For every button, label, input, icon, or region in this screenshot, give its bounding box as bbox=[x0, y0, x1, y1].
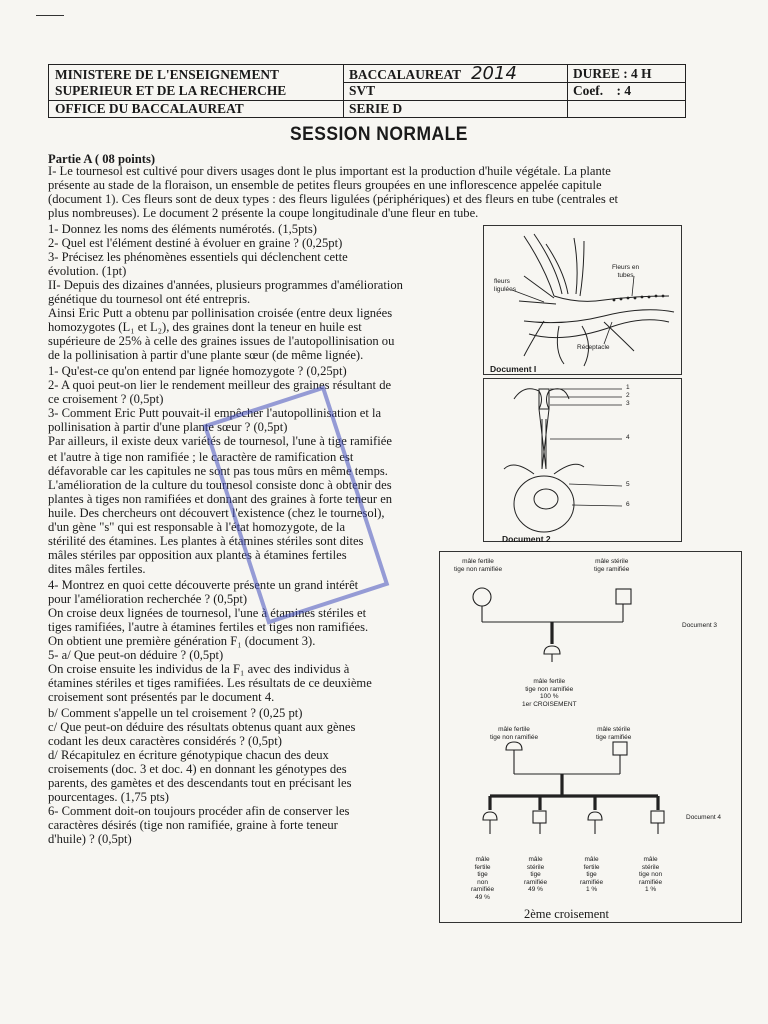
doc3-f1-result: mâle fertile tige non ramifiée 100 % 1er CROISEMENT bbox=[522, 678, 577, 708]
header-table bbox=[48, 64, 686, 118]
body-line: croisement sont présentés par le document 4. bbox=[48, 690, 275, 704]
doc2-number-label: 4 bbox=[626, 434, 630, 441]
document-3-4-figure bbox=[439, 551, 742, 923]
document-3-label: Document 3 bbox=[682, 622, 718, 629]
body-line: 1- Donnez les noms des éléments numérotés. (1,5pts) bbox=[48, 222, 317, 236]
offspring-3: mâle fertile tige ramifiée 1 % bbox=[580, 856, 604, 893]
body-line: On croise deux lignées de tournesol, l'une à étamines stériles et bbox=[48, 606, 367, 620]
label-fleurs-ligulees: fleurs ligulées bbox=[494, 278, 517, 293]
document-4-label: Document 4 bbox=[686, 814, 722, 821]
body-line: Par ailleurs, il existe deux variétés de tournesol, l'une à tige ramifiée bbox=[48, 434, 392, 448]
body-line: croisements (doc. 3 et doc. 4) en donnant les génotypes des bbox=[48, 762, 347, 776]
body-line: génétique du tournesol ont été entrepris. bbox=[48, 292, 251, 306]
doc2-number-label: 1 bbox=[626, 384, 630, 391]
doc2-number-label: 5 bbox=[626, 481, 630, 488]
body-line: d'huile) ? (0,5pt) bbox=[48, 832, 132, 846]
body-line: pourcentages. (1,75 pts) bbox=[48, 790, 170, 804]
body-line: d'un gène "s" qui est responsable à l'état homozygote, de la bbox=[48, 520, 346, 534]
tube-flower-section-drawing bbox=[484, 379, 681, 541]
document-1-caption: Document I bbox=[490, 364, 537, 374]
doc4-parent-f1: mâle fertile tige non ramifiée bbox=[490, 726, 539, 741]
body-line: 4- Montrez en quoi cette découverte présente un grand intérêt bbox=[48, 578, 359, 592]
subject: SVT bbox=[349, 83, 376, 98]
body-line: 6- Comment doit-on toujours procéder afin de conserver les bbox=[48, 804, 350, 818]
session-title: SESSION NORMALE bbox=[290, 124, 468, 145]
body-line: parents, des gamètes et des descendants tout en précisant les bbox=[48, 776, 352, 790]
offspring-2: mâle stérile tige ramifiée 49 % bbox=[524, 856, 548, 893]
body-line: L'amélioration de la culture du tournesol consiste donc à obtenir des bbox=[48, 478, 392, 492]
body-line: 1- Qu'est-ce qu'on entend par lignée homozygote ? (0,25pt) bbox=[48, 364, 347, 378]
doc2-number-label: 2 bbox=[626, 392, 630, 399]
body-line: 3- Comment Eric Putt pouvait-il empêcher l'autopollinisation et la bbox=[48, 406, 382, 420]
body-line: pour l'amélioration recherchée ? (0,5pt) bbox=[48, 592, 248, 606]
body-line: I- Le tournesol est cultivé pour divers usages dont le plus important est la production d'huile végétale. La plante bbox=[48, 164, 611, 178]
body-line: On obtient une première génération F₁ (document 3). bbox=[48, 634, 316, 648]
sunflower-capitule-drawing bbox=[484, 226, 681, 374]
body-line: défavorable car les capitules ne sont pas tous mûrs en même temps. bbox=[48, 464, 388, 478]
offspring-1: mâle fertile tige non ramifiée 49 % bbox=[471, 856, 495, 901]
doc2-number-label: 3 bbox=[626, 400, 630, 407]
body-line: ce croisement ? (0,5pt) bbox=[48, 392, 164, 406]
label-fleurs-tubes: Fleurs en tubes bbox=[612, 264, 640, 279]
body-line: 3- Précisez les phénomènes essentiels qui déclenchent cette bbox=[48, 250, 348, 264]
body-line: pollinisation à partir d'une plante sœur ? (0,5pt) bbox=[48, 420, 288, 434]
body-line: codant les deux caractères considérés ? (0,5pt) bbox=[48, 734, 282, 748]
document-2-figure bbox=[483, 378, 682, 542]
body-line: II- Depuis des dizaines d'années, plusieurs programmes d'amélioration bbox=[48, 278, 403, 292]
body-line: évolution. (1pt) bbox=[48, 264, 127, 278]
body-line: étamines stériles et tiges ramifiées. Les résultats de ce deuxième bbox=[48, 676, 372, 690]
scan-mark bbox=[36, 15, 64, 16]
body-line: Ainsi Eric Putt a obtenu par pollinisation croisée (entre deux lignées bbox=[48, 306, 393, 320]
second-cross-caption: 2ème croisement bbox=[524, 907, 610, 921]
body-line: (document 1). Ces fleurs sont de deux types : des fleurs ligulées (périphériques) et des fleurs en tube (centrales et bbox=[48, 192, 619, 206]
body-line: plus nombreuses). Le document 2 présente la coupe longitudinale d'une fleur en tube. bbox=[48, 206, 479, 220]
body-line: 5- a/ Que peut-on déduire ? (0,5pt) bbox=[48, 648, 224, 662]
ministry-line2: SUPERIEUR ET DE LA RECHERCHE bbox=[55, 83, 287, 98]
body-line: homozygotes (L₁ et L₂), des graines dont la teneur en huile est bbox=[48, 320, 362, 334]
body-line: stérilité des étamines. Les plantes à étamines stériles sont dites bbox=[48, 534, 364, 548]
body-line: b/ Comment s'appelle un tel croisement ? (0,25 pt) bbox=[48, 706, 303, 720]
exam-year: 2014 bbox=[471, 63, 517, 84]
ministry-line1: MINISTERE DE L'ENSEIGNEMENT bbox=[55, 67, 279, 82]
body-line: 2- Quel est l'élément destiné à évoluer en graine ? (0,25pt) bbox=[48, 236, 343, 250]
body-line: présente au stade de la floraison, un ensemble de petites fleurs groupées en une inflorescence appelée capitule bbox=[48, 178, 602, 192]
body-line: dites mâles fertiles. bbox=[48, 562, 146, 576]
body-line: mâles stériles par opposition aux plantes à étamines fertiles bbox=[48, 548, 347, 562]
body-line: caractères désirés (tige non ramifiée, graine à forte teneur bbox=[48, 818, 338, 832]
exam-name: BACCALAUREAT 2014 bbox=[349, 63, 517, 84]
label-receptacle: Réceptacle bbox=[577, 344, 610, 351]
document-1-figure bbox=[483, 225, 682, 375]
doc3-parent-male-sterile: mâle stérile tige ramifiée bbox=[594, 558, 630, 573]
series: SERIE D bbox=[349, 101, 403, 116]
document-2-caption: Document 2 bbox=[502, 534, 551, 544]
body-line: de la pollinisation à partir d'une plante sœur (de même lignée). bbox=[48, 348, 364, 362]
body-line: tiges ramifiées, l'autre à étamines fertiles et tiges non ramifiées. bbox=[48, 620, 369, 634]
body-line: plantes à tiges non ramifiées et donnant des graines à forte teneur en bbox=[48, 492, 393, 506]
body-line: On croise ensuite les individus de la F₁ avec des individus à bbox=[48, 662, 350, 676]
duration: DUREE : 4 H bbox=[573, 66, 652, 81]
doc2-number-label: 6 bbox=[626, 501, 630, 508]
body-line: c/ Que peut-on déduire des résultats obtenus quant aux gènes bbox=[48, 720, 356, 734]
body-line: d/ Récapitulez en écriture génotypique chacun des deux bbox=[48, 748, 329, 762]
offspring-4: mâle stérile tige non ramifiée 1 % bbox=[639, 856, 663, 893]
body-line: 2- A quoi peut-on lier le rendement meilleur des graines résultant de bbox=[48, 378, 392, 392]
doc3-parent-male-fertile: mâle fertile tige non ramifiée bbox=[454, 558, 503, 573]
body-line: et l'autre à tige non ramifiée ; le caractère de ramification est bbox=[48, 450, 354, 464]
body-line: Partie A ( 08 points) bbox=[48, 152, 156, 166]
doc4-parent-male-sterile: mâle stérile tige ramifiée bbox=[596, 726, 632, 741]
office-name: OFFICE DU BACCALAUREAT bbox=[55, 101, 244, 116]
coefficient: Coef. : 4 bbox=[573, 83, 632, 98]
body-line: huile. Des chercheurs ont découvert l'existence (chez le tournesol), bbox=[48, 506, 385, 520]
body-line: supérieure de 25% à celle des graines issues de l'autopollinisation ou bbox=[48, 334, 395, 348]
